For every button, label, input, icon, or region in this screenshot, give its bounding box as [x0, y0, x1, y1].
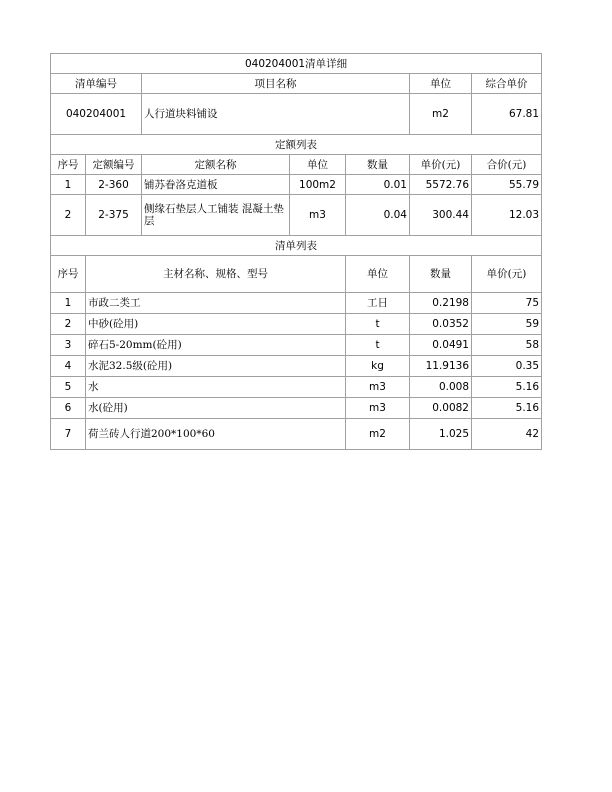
quota-qty: 0.01 — [346, 175, 410, 195]
quota-qty: 0.04 — [346, 195, 410, 236]
material-name: 水 — [86, 377, 346, 398]
material-row — [51, 398, 542, 419]
quota-unit: 100m2 — [290, 175, 346, 195]
quota-header-price: 单价(元) — [410, 155, 472, 175]
material-name: 水(砼用) — [86, 398, 346, 419]
quota-header-name: 定额名称 — [142, 155, 290, 175]
material-no: 7 — [51, 419, 86, 450]
material-section-title: 清单列表 — [51, 236, 542, 256]
material-header-unit: 单位 — [346, 256, 410, 293]
material-price: 5.16 — [472, 377, 542, 398]
material-row — [51, 377, 542, 398]
material-unit: m3 — [346, 398, 410, 419]
material-price: 0.35 — [472, 356, 542, 377]
material-price: 58 — [472, 335, 542, 356]
quota-total: 55.79 — [472, 175, 542, 195]
material-unit: m2 — [346, 419, 410, 450]
quota-header-total: 合价(元) — [472, 155, 542, 175]
quota-total: 12.03 — [472, 195, 542, 236]
material-price: 42 — [472, 419, 542, 450]
material-no: 1 — [51, 293, 86, 314]
material-header-price: 单价(元) — [472, 256, 542, 293]
material-price: 5.16 — [472, 398, 542, 419]
material-no: 5 — [51, 377, 86, 398]
quota-name: 铺苏眷洛克道板 — [142, 175, 290, 195]
material-row — [51, 356, 542, 377]
material-row — [51, 314, 542, 335]
quota-price: 300.44 — [410, 195, 472, 236]
quota-header-code: 定额编号 — [86, 155, 142, 175]
material-qty: 11.9136 — [410, 356, 472, 377]
table-title: 040204001清单详细 — [51, 54, 542, 74]
header-code: 清单编号 — [51, 74, 142, 94]
item-unit: m2 — [410, 94, 472, 135]
detail-table — [50, 53, 542, 450]
material-unit: m3 — [346, 377, 410, 398]
quota-row — [51, 195, 542, 236]
material-row — [51, 419, 542, 450]
material-header-name: 主材名称、规格、型号 — [86, 256, 346, 293]
material-name: 中砂(砼用) — [86, 314, 346, 335]
material-name: 荷兰砖人行道200*100*60 — [86, 419, 346, 450]
material-qty: 0.0082 — [410, 398, 472, 419]
material-unit: kg — [346, 356, 410, 377]
quota-no: 1 — [51, 175, 86, 195]
material-no: 3 — [51, 335, 86, 356]
material-row — [51, 293, 542, 314]
item-code: 040204001 — [51, 94, 142, 135]
material-unit: t — [346, 314, 410, 335]
material-unit: 工日 — [346, 293, 410, 314]
material-no: 6 — [51, 398, 86, 419]
quota-header-qty: 数量 — [346, 155, 410, 175]
material-name: 市政二类工 — [86, 293, 346, 314]
material-header-no: 序号 — [51, 256, 86, 293]
item-price: 67.81 — [472, 94, 542, 135]
material-row — [51, 335, 542, 356]
quota-header-unit: 单位 — [290, 155, 346, 175]
quota-unit: m3 — [290, 195, 346, 236]
material-qty: 0.0352 — [410, 314, 472, 335]
material-qty: 0.2198 — [410, 293, 472, 314]
quota-price: 5572.76 — [410, 175, 472, 195]
quota-code: 2-360 — [86, 175, 142, 195]
material-header-qty: 数量 — [410, 256, 472, 293]
quota-no: 2 — [51, 195, 86, 236]
material-qty: 0.008 — [410, 377, 472, 398]
header-name: 项目名称 — [142, 74, 410, 94]
quota-name: 侧缘石垫层人工铺装 混凝土垫层 — [142, 195, 290, 236]
quota-row — [51, 175, 542, 195]
material-name: 水泥32.5级(砼用) — [86, 356, 346, 377]
header-price: 综合单价 — [472, 74, 542, 94]
material-no: 4 — [51, 356, 86, 377]
item-name: 人行道块料铺设 — [142, 94, 410, 135]
material-unit: t — [346, 335, 410, 356]
material-price: 75 — [472, 293, 542, 314]
material-no: 2 — [51, 314, 86, 335]
material-qty: 1.025 — [410, 419, 472, 450]
header-unit: 单位 — [410, 74, 472, 94]
material-price: 59 — [472, 314, 542, 335]
material-name: 碎石5-20mm(砼用) — [86, 335, 346, 356]
material-qty: 0.0491 — [410, 335, 472, 356]
material-rows — [51, 293, 542, 450]
quota-section-title: 定额列表 — [51, 135, 542, 155]
quota-header-no: 序号 — [51, 155, 86, 175]
quota-code: 2-375 — [86, 195, 142, 236]
